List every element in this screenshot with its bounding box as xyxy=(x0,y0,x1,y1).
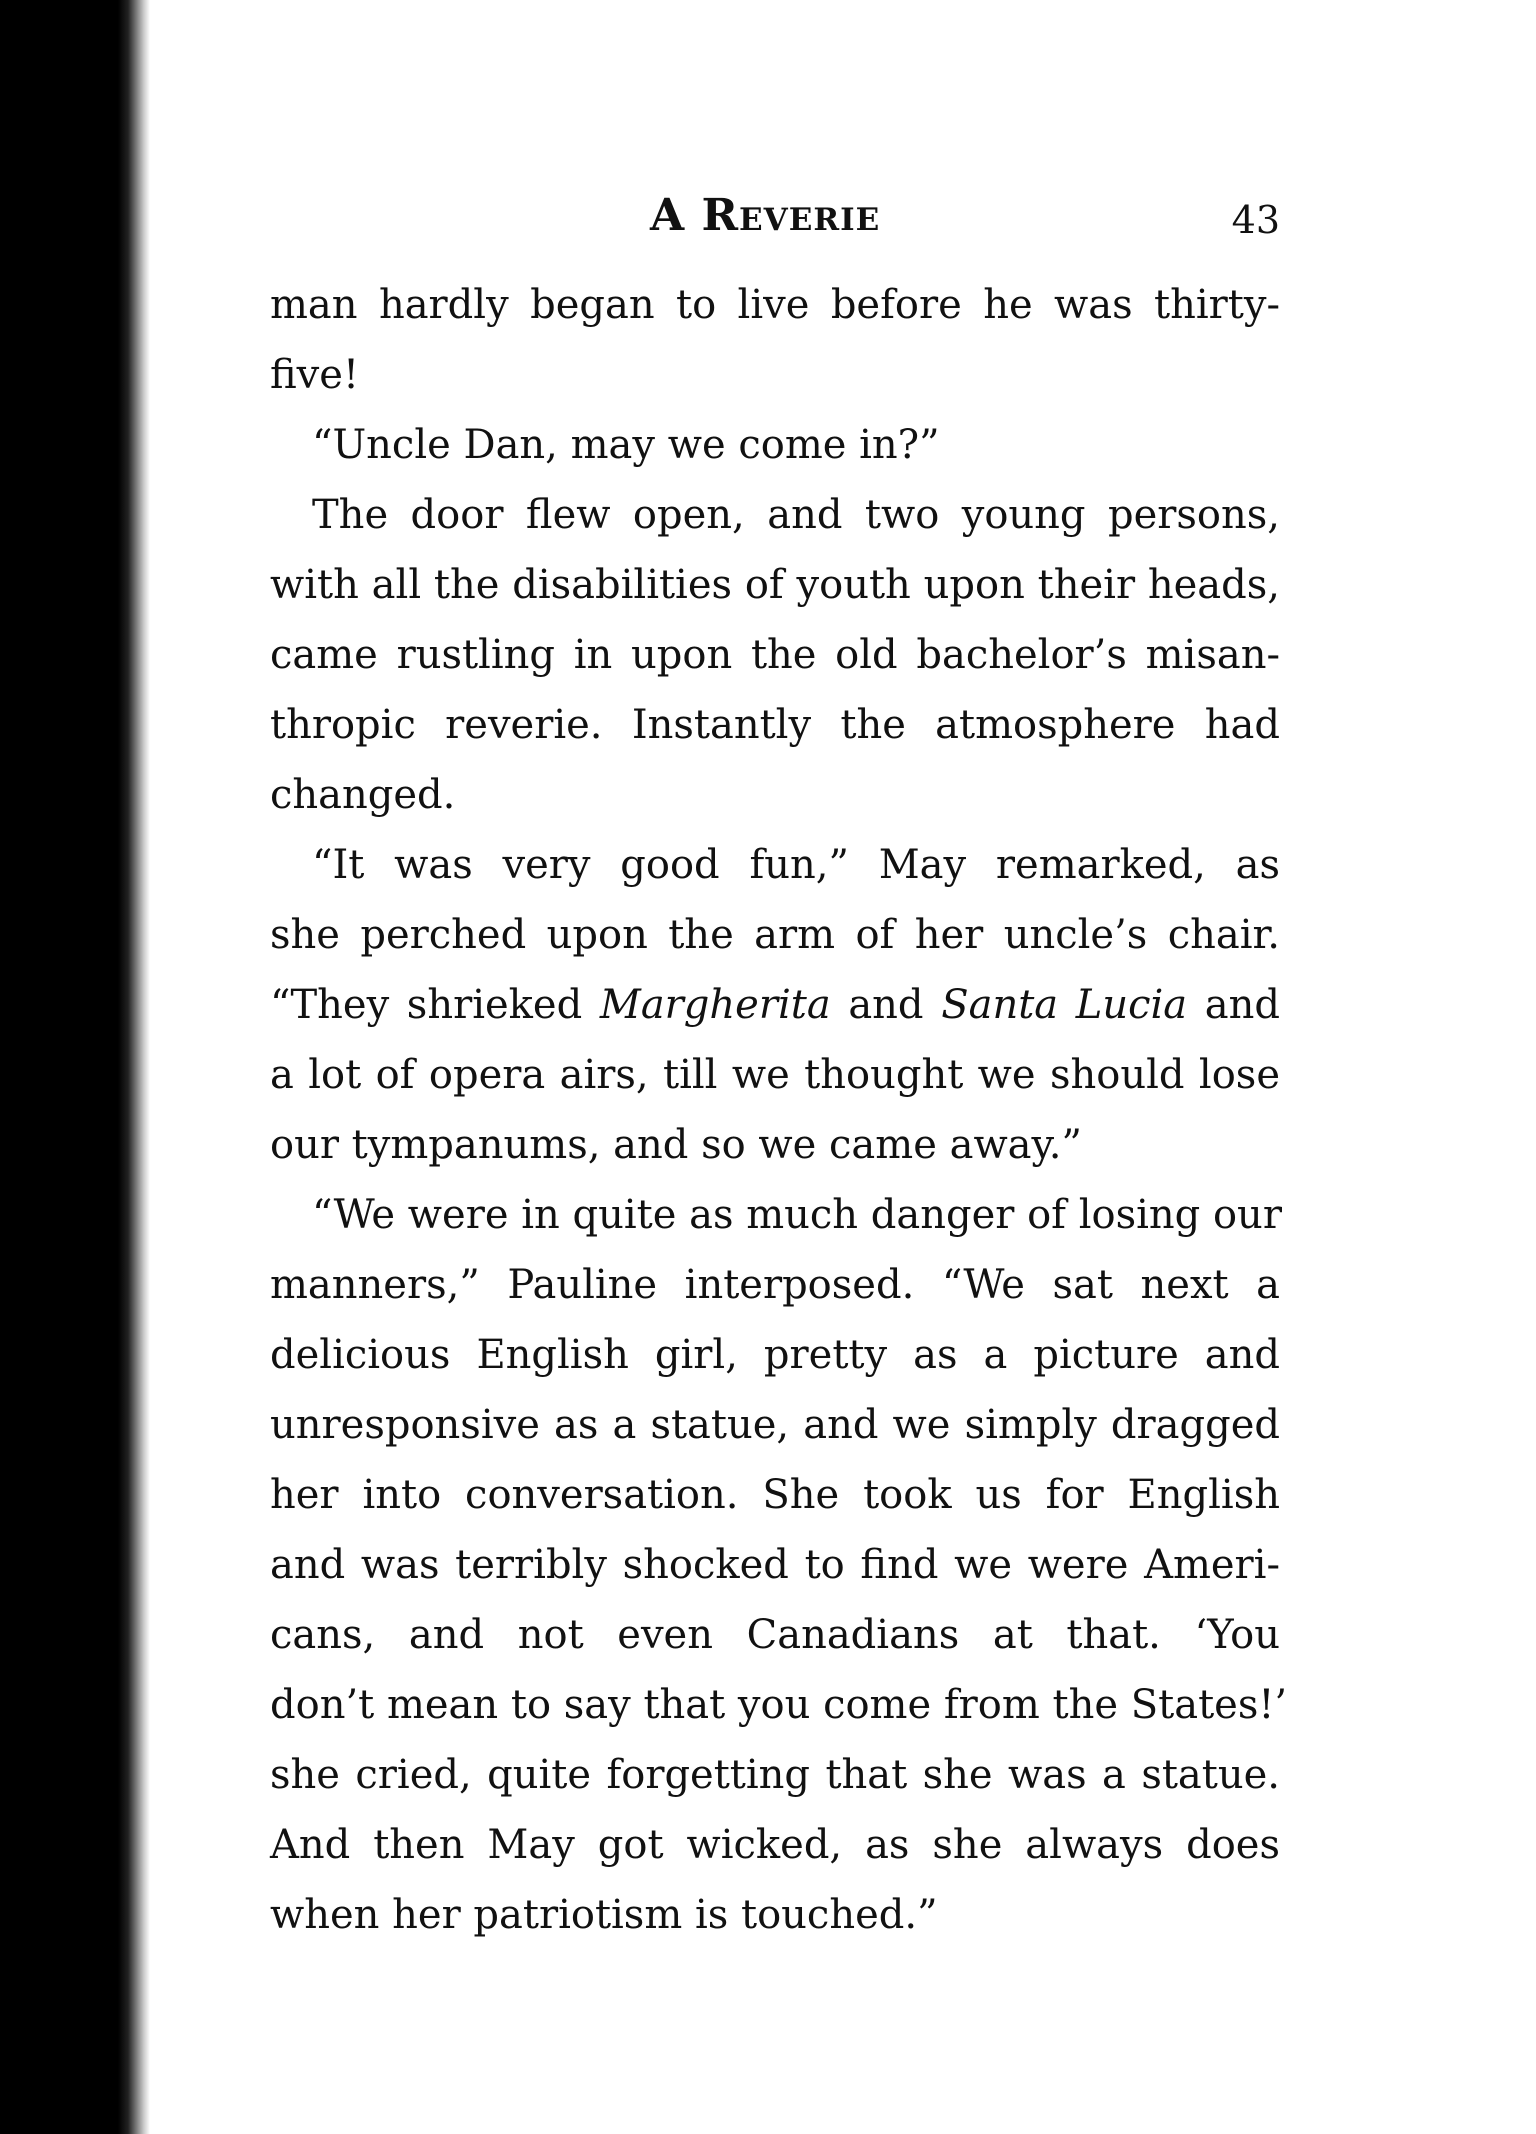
text-line: she perched upon the arm of her uncle’s chair. xyxy=(270,912,1280,958)
text-line: changed. xyxy=(270,772,456,818)
text-line: our tympanums, and so we came away.” xyxy=(270,1122,1082,1168)
text-line: The door flew open, and two young persons, xyxy=(312,492,1280,538)
italic-title: Margherita xyxy=(599,982,831,1028)
text-line: manners,” Pauline interposed. “We sat next a xyxy=(270,1262,1280,1308)
italic-title: Santa Lucia xyxy=(941,982,1188,1028)
book-page xyxy=(270,190,1288,1950)
text-line: and was terribly shocked to find we were Ameri- xyxy=(270,1542,1280,1588)
text-line: “Uncle Dan, may we come in?” xyxy=(312,422,940,468)
text-line: came rustling in upon the old bachelor’s misan- xyxy=(270,632,1280,678)
text-segment: “They shrieked xyxy=(270,982,600,1028)
text-segment: and xyxy=(1187,982,1281,1028)
text-line: when her patriotism is touched.” xyxy=(270,1892,938,1938)
text-line: And then May got wicked, as she always does xyxy=(270,1822,1280,1868)
running-title: A Reverie xyxy=(650,190,881,241)
text-line: five! xyxy=(270,352,360,398)
text-line: don’t mean to say that you come from the States!’ xyxy=(270,1682,1288,1728)
text-line: a lot of opera airs, till we thought we should lose xyxy=(270,1052,1280,1098)
text-line: cans, and not even Canadians at that. ‘You xyxy=(270,1612,1280,1658)
text-line: man hardly began to live before he was thirty- xyxy=(270,282,1280,328)
text-segment: and xyxy=(830,982,942,1028)
text-line: she cried, quite forgetting that she was a statue. xyxy=(270,1752,1280,1798)
text-line: thropic reverie. Instantly the atmosphere had xyxy=(270,702,1280,748)
text-line: her into conversation. She took us for English xyxy=(270,1472,1280,1518)
text-line: “We were in quite as much danger of losing our xyxy=(312,1192,1282,1238)
text-line: unresponsive as a statue, and we simply dragged xyxy=(270,1402,1280,1448)
text-line-with-italics xyxy=(270,970,1280,1040)
text-line: with all the disabilities of youth upon their heads, xyxy=(270,562,1280,608)
text-line: “It was very good fun,” May remarked, as xyxy=(312,842,1280,888)
body-text xyxy=(270,270,1288,1950)
page-number: 43 xyxy=(1231,198,1280,242)
text-line: delicious English girl, pretty as a picture and xyxy=(270,1332,1280,1378)
binding-shadow xyxy=(0,0,150,2134)
running-head xyxy=(270,190,1280,270)
